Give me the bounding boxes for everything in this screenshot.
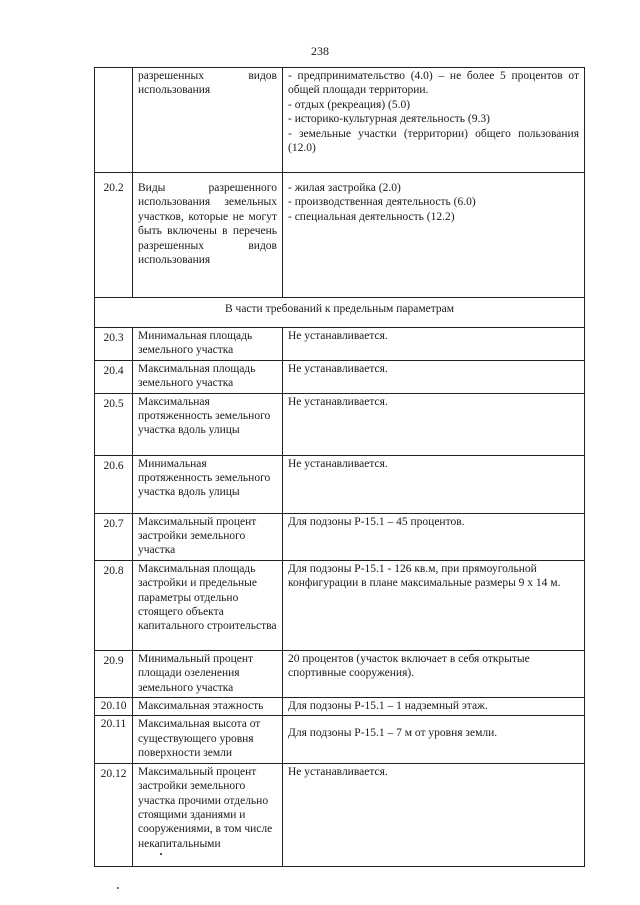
row-value: Для подзоны Р-15.1 – 1 надземный этаж. xyxy=(283,698,585,716)
row-name: Минимальный процент площади озеленения земельного участка xyxy=(133,650,283,697)
scan-speck xyxy=(160,853,162,855)
row-number xyxy=(95,68,133,173)
row-name: Минимальная протяженность земельного участка вдоль улицы xyxy=(133,455,283,513)
row-value: 20 процентов (участок включает в себя открытые спортивные сооружения). xyxy=(283,650,585,697)
row-value: Не устанавливается. xyxy=(283,393,585,455)
row-name: Максимальная площадь земельного участка xyxy=(133,360,283,393)
list-item: - отдых (рекреация) (5.0) xyxy=(288,98,411,111)
row-number: 20.2 xyxy=(95,173,133,298)
row-name: Максимальная площадь застройки и предельные параметры отдельно стоящего объекта капитального строительства xyxy=(133,560,283,650)
regulations-table xyxy=(94,67,585,867)
row-number: 20.6 xyxy=(95,455,133,513)
table-row xyxy=(95,328,585,361)
table-row xyxy=(95,513,585,560)
row-name: Максимальная протяженность земельного участка вдоль улицы xyxy=(133,393,283,455)
row-values xyxy=(283,173,585,298)
table-row xyxy=(95,393,585,455)
table-row xyxy=(95,560,585,650)
table-row xyxy=(95,763,585,866)
row-value: Для подзоны Р-15.1 – 7 м от уровня земли. xyxy=(283,716,585,763)
row-name: Виды разрешенного использования земельных участков, которые не могут быть включены в перечень разрешенных видов использования xyxy=(133,173,283,298)
table-row xyxy=(95,173,585,298)
list-item: - специальная деятельность (12.2) xyxy=(288,210,455,223)
row-value: Не устанавливается. xyxy=(283,360,585,393)
list-item: - производственная деятельность (6.0) xyxy=(288,196,476,209)
table-row xyxy=(95,360,585,393)
row-name: Максимальная этажность xyxy=(133,698,283,716)
row-number: 20.3 xyxy=(95,328,133,361)
row-name: Минимальная площадь земельного участка xyxy=(133,328,283,361)
row-number: 20.10 xyxy=(95,698,133,716)
table-row xyxy=(95,650,585,697)
row-number: 20.4 xyxy=(95,360,133,393)
row-value: Для подзоны Р-15.1 - 126 кв.м, при прямоугольной конфигурации в плане максимальные размеры 9 х 14 м. xyxy=(283,560,585,650)
row-number: 20.9 xyxy=(95,650,133,697)
scan-speck xyxy=(117,887,119,889)
row-number: 20.12 xyxy=(95,763,133,866)
row-name: разрешенных видов использования xyxy=(133,68,283,173)
row-value: Не устанавливается. xyxy=(283,763,585,866)
row-number: 20.7 xyxy=(95,513,133,560)
row-number: 20.11 xyxy=(95,716,133,763)
page-number: 238 xyxy=(311,44,329,58)
section-title: В части требований к предельным параметрам xyxy=(95,298,585,328)
row-number: 20.8 xyxy=(95,560,133,650)
section-row xyxy=(95,298,585,328)
row-values xyxy=(283,68,585,173)
list-item: - предпринимательство (4.0) – не более 5 процентов от общей площади территории. xyxy=(288,70,579,97)
row-number: 20.5 xyxy=(95,393,133,455)
list-item: - земельные участки (территории) общего пользования (12.0) xyxy=(288,127,579,155)
row-value: Не устанавливается. xyxy=(283,455,585,513)
row-name: Максимальный процент застройки земельного участка прочими отдельно стоящими зданиями и сооружениями, в том числе некапитальными xyxy=(133,763,283,866)
table-row xyxy=(95,68,585,173)
row-value: Не устанавливается. xyxy=(283,328,585,361)
row-name: Максимальный процент застройки земельного участка xyxy=(133,513,283,560)
list-item: - жилая застройка (2.0) xyxy=(288,182,401,194)
table-row xyxy=(95,716,585,763)
table-row xyxy=(95,455,585,513)
row-value: Для подзоны Р-15.1 – 45 процентов. xyxy=(283,513,585,560)
row-name: Максимальная высота от существующего уровня поверхности земли xyxy=(133,716,283,763)
table-row xyxy=(95,698,585,716)
list-item: - историко-культурная деятельность (9.3) xyxy=(288,113,490,126)
